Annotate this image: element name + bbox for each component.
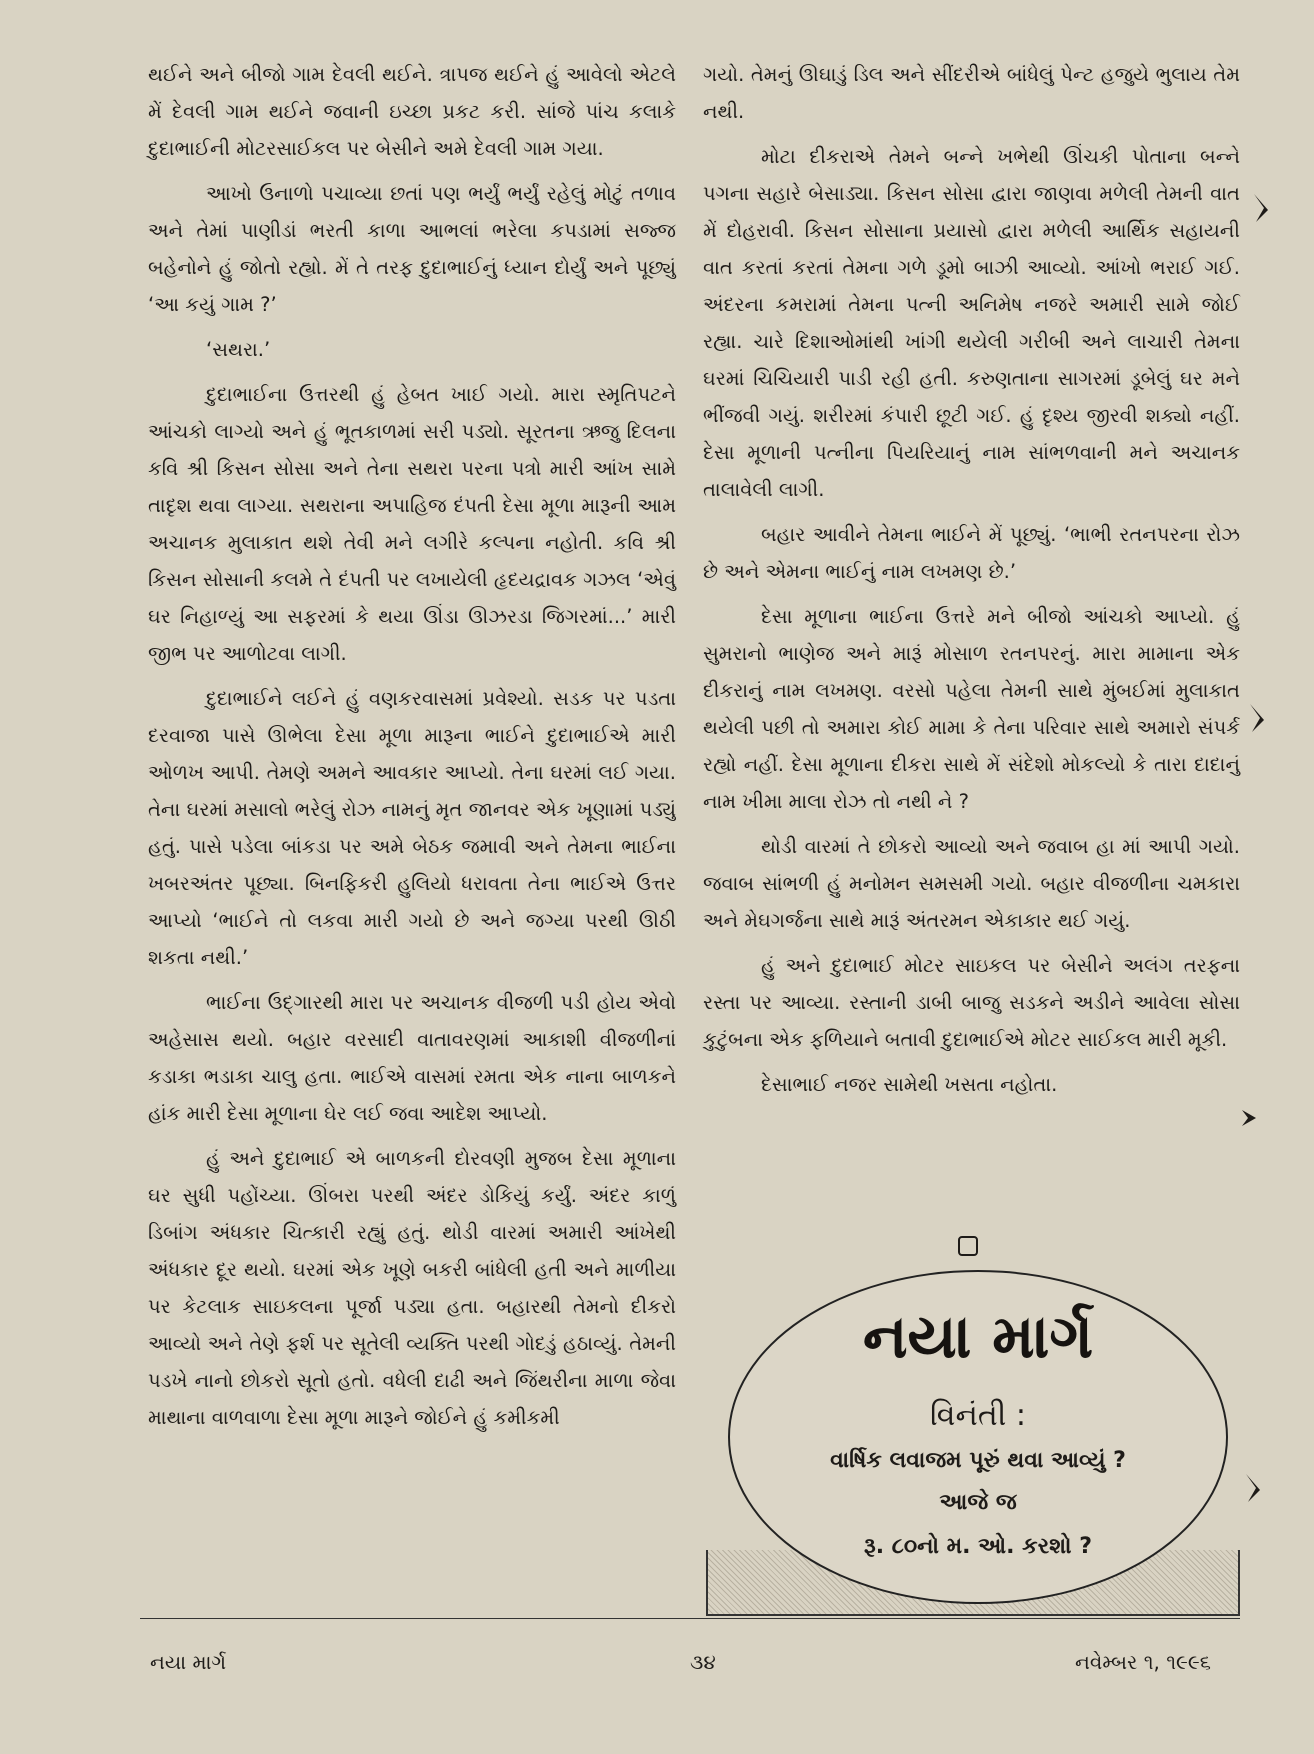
paragraph: ગયો. તેમનું ઊઘાડું ડિલ અને સીંદરીએ બાંધેલું પેન્ટ હજુયે ભુલાય તેમ નથી. bbox=[703, 63, 1240, 123]
footer-page-number: ૩૪ bbox=[690, 1650, 716, 1674]
paragraph: દુદાભાઈના ઉત્તરથી હું હેબત ખાઈ ગયો. મારા સ્મૃતિપટને આંચકો લાગ્યો અને હું ભૂતકાળમાં સરી પડ્યો. સૂરતના ઋજુ દિલના કવિ શ્રી કિસન સોસા અને તેના સથરા પરના પત્રો મારી આંખ સામે તાદૃશ થવા લાગ્યા. સથરાના અપાહિજ દંપતી દેસા મૂળા મારૂની આમ અચાનક મુલાકાત થશે તેવી મને લગીરે કલ્પના નહોતી. કવિ શ્રી કિસન સોસાની કલમે તે દંપતી પર લખાયેલી હૃદયદ્રાવક ગઝલ ‘એવું ઘર નિહાળ્યું આ સફરમાં કે થયા ઊંડા ઊઝરડા જિગરમાં...’ મારી જીભ પર આળોટવા લાગી. bbox=[148, 383, 676, 665]
ad-title: નયા માર્ગ bbox=[862, 1302, 1094, 1372]
footer-date: નવેમ્બર ૧, ૧૯૯૬ bbox=[1075, 1650, 1211, 1674]
paragraph: થોડી વારમાં તે છોકરો આવ્યો અને જવાબ હા માં આપી ગયો. જવાબ સાંભળી હું મનોમન સમસમી ગયો. બહાર વીજળીના ચમકારા અને મેઘગર્જના સાથે મારૂં અંતરમન એકાકાર થઈ ગયું. bbox=[703, 835, 1240, 932]
ad-line: વાર્ષિક લવાજમ પૂરું થવા આવ્યું ? bbox=[830, 1448, 1126, 1473]
paragraph: દેસાભાઈ નજર સામેથી ખસતા નહોતા. bbox=[761, 1073, 1058, 1096]
paragraph: ‘સથરા.’ bbox=[206, 338, 271, 361]
footer-magazine-name: નયા માર્ગ bbox=[150, 1650, 227, 1674]
paragraph: ભાઈના ઉદ્‌ગારથી મારા પર અચાનક વીજળી પડી હોય એવો અહેસાસ થયો. બહાર વરસાદી વાતાવરણમાં આકાશી વીજળીનાં કડાકા ભડાકા ચાલુ હતા. ભાઈએ વાસમાં રમતા એક નાના બાળકને હાંક મારી દેસા મૂળાના ઘેર લઈ જવા આદેશ આપ્યો. bbox=[148, 991, 676, 1125]
right-column bbox=[703, 56, 1240, 1111]
end-of-article-icon bbox=[958, 1236, 978, 1256]
ad-line: રૂ. ૮૦નો મ. ઓ. કરશો ? bbox=[864, 1534, 1092, 1559]
subscription-ad bbox=[728, 1270, 1228, 1604]
paragraph: બહાર આવીને તેમના ભાઈને મેં પૂછ્યું. ‘ભાભી રતનપરના રોઝ છે અને એમના ભાઈનું નામ લખમણ છે.’ bbox=[703, 523, 1240, 583]
paragraph: થઈને અને બીજો ગામ દેવલી થઈને. ત્રાપજ થઈને હું આવેલો એટલે મેં દેવલી ગામ થઈને જવાની ઇચ્છા પ્રકટ કરી. સાંજે પાંચ કલાકે દુદાભાઈની મોટરસાઈકલ પર બેસીને અમે દેવલી ગામ ગયા. bbox=[148, 63, 676, 160]
paragraph: હું અને દુદાભાઈ એ બાળકની દોરવણી મુજબ દેસા મૂળાના ઘર સુધી પહોંચ્યા. ઊંબરા પરથી અંદર ડોકિયું કર્યું. અંદર કાળું ડિબાંગ અંધકાર ચિત્કારી રહ્યું હતું. થોડી વારમાં અમારી આંખેથી અંધકાર દૂર થયો. ઘરમાં એક ખૂણે બકરી બાંધેલી હતી અને માળીયા પર કેટલાક સાઇકલના પૂર્જા પડ્યા હતા. બહારથી તેમનો દીકરો આવ્યો અને તેણે ફર્શ પર સૂતેલી વ્યક્તિ પરથી ગોદડું હઠાવ્યું. તેમની પડખે નાનો છોકરો સૂતો હતો. વધેલી દાઢી અને જિંથરીના માળા જેવા માથાના વાળવાળા દેસા મૂળા મારૂને જોઈને હું કમીકમી bbox=[148, 1147, 676, 1429]
page-fold-mark-icon bbox=[1240, 1100, 1258, 1136]
paragraph: મોટા દીકરાએ તેમને બન્ને ખભેથી ઊંચકી પોતાના બન્ને પગના સહારે બેસાડ્યા. કિસન સોસા દ્વારા જાણવા મળેલી તેમની વાત મેં દોહરાવી. કિસન સોસાના પ્રયાસો દ્વારા મળેલી આર્થિક સહાયની વાત કરતાં કરતાં તેમના ગળે ડૂમો બાઝી આવ્યો. આંખો ભરાઈ ગઈ. અંદરના કમરામાં તેમના પત્ની અનિમેષ નજરે અમારી સામે જોઈ રહ્યા. ચારે દિશાઓમાંથી ખાંગી થયેલી ગરીબી અને લાચારી તેમના ઘરમાં ચિચિયારી પાડી રહી હતી. કરુણતાના સાગરમાં ડૂબેલું ઘર મને ભીંજવી ગયું. શરીરમાં કંપારી છૂટી ગઈ. હું દૃશ્ય જીરવી શક્યો નહીં. દેસા મૂળાની પત્નીના પિયરિયાનું નામ સાંભળવાની મને અચાનક તાલાવેલી લાગી. bbox=[703, 145, 1240, 501]
page-fold-mark-icon bbox=[1244, 1470, 1262, 1506]
footer-rule bbox=[140, 1618, 1240, 1619]
left-column bbox=[148, 56, 676, 1444]
paragraph: દુદાભાઈને લઈને હું વણકરવાસમાં પ્રવેશ્યો. સડક પર પડતા દરવાજા પાસે ઊભેલા દેસા મૂળા મારૂના ભાઈને દુદાભાઈએ મારી ઓળખ આપી. તેમણે અમને આવકાર આપ્યો. તેના ઘરમાં લઈ ગયા. તેના ઘરમાં મસાલો ભરેલું રોઝ નામનું મૃત જાનવર એક ખૂણામાં પડ્યું હતું. પાસે પડેલા બાંકડા પર અમે બેઠક જમાવી અને તેમના ભાઈના ખબરઅંતર પૂછ્યા. બિનફિકરી હુલિયો ધરાવતા તેના ભાઈએ ઉત્તર આપ્યો ‘ભાઈને તો લકવા મારી ગયો છે અને જગ્યા પરથી ઊઠી શકતા નથી.’ bbox=[148, 687, 676, 969]
paragraph: આખો ઉનાળો પચાવ્યા છતાં પણ ભર્યું ભર્યું રહેલું મોટું તળાવ અને તેમાં પાણીડાં ભરતી કાળા આભલાં ભરેલા કપડામાં સજ્જ બહેનોને હું જોતો રહ્યો. મેં તે તરફ દુદાભાઈનું ધ્યાન દોર્યું અને પૂછ્યું ‘આ કયું ગામ ?’ bbox=[148, 182, 676, 316]
paragraph: હું અને દુદાભાઈ મોટર સાઇકલ પર બેસીને અલંગ તરફના રસ્તા પર આવ્યા. રસ્તાની ડાબી બાજુ સડકને અડીને આવેલા સોસા કુટુંબના એક ફળિયાને બતાવી દુદાભાઈએ મોટર સાઈકલ મારી મૂકી. bbox=[703, 954, 1240, 1051]
page-fold-mark-icon bbox=[1248, 700, 1266, 736]
ad-request: વિનંતી : bbox=[930, 1398, 1026, 1433]
page-fold-mark-icon bbox=[1252, 190, 1270, 226]
ad-line: આજે જ bbox=[939, 1490, 1017, 1515]
paragraph: દેસા મૂળાના ભાઈના ઉત્તરે મને બીજો આંચકો આપ્યો. હું સુમરાનો ભાણેજ અને મારૂં મોસાળ રતનપરનું. મારા મામાના એક દીકરાનું નામ લખમણ. વરસો પહેલા તેમની સાથે મુંબઈમાં મુલાકાત થયેલી પછી તો અમારા કોઈ મામા કે તેના પરિવાર સાથે અમારો સંપર્ક રહ્યો નહીં. દેસા મૂળાના દીકરા સાથે મેં સંદેશો મોકલ્યો કે તારા દાદાનું નામ ખીમા માલા રોઝ તો નથી ને ? bbox=[703, 605, 1240, 813]
